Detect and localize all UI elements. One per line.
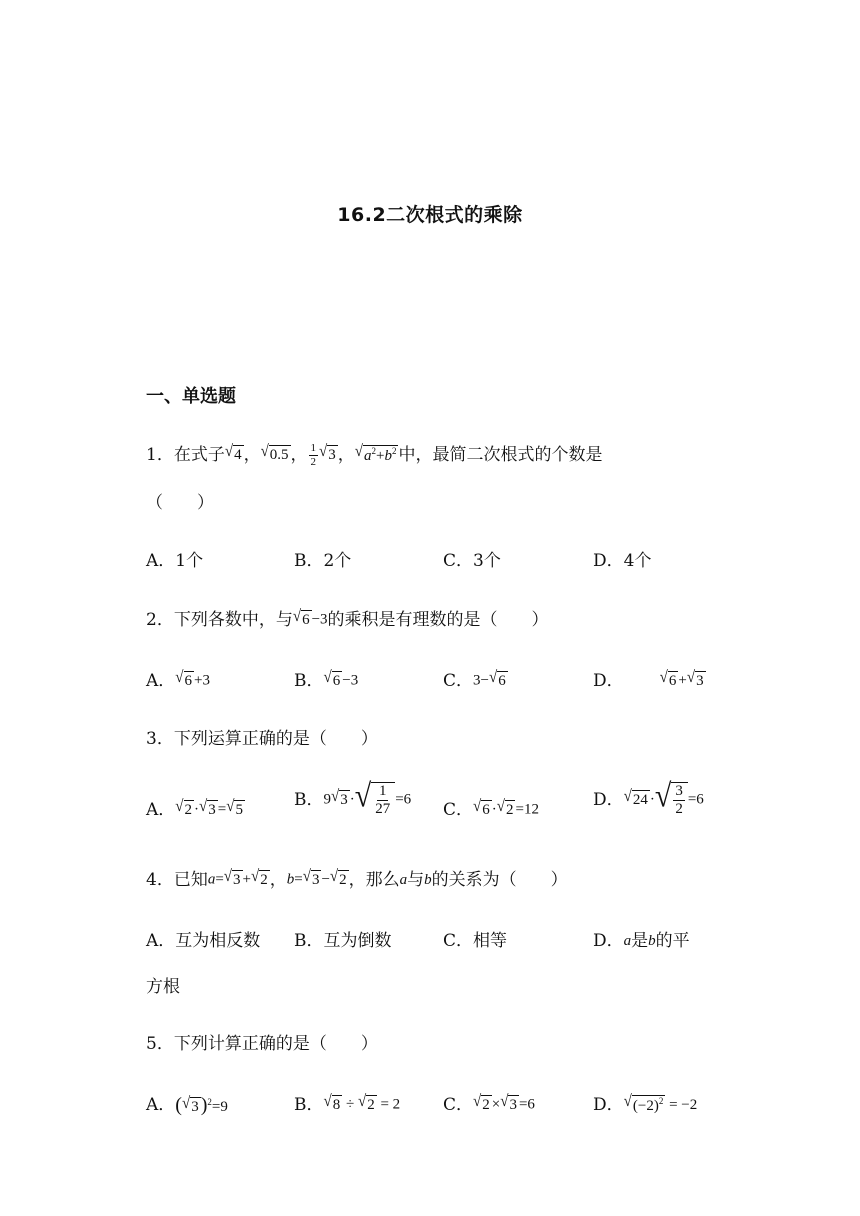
section-heading: 一、单选题 <box>146 386 236 407</box>
question-3-option-a: A． √ 2 · √ 3 = √ 5 <box>146 798 243 820</box>
question-4-stem: 4．已知a= √ 3 + √ 2 ，b= √ 3 − √ 2 ，那么a与b的关系为（ ） <box>146 868 568 890</box>
question-2-stem: 2．下列各数中，与 √ 6 −3的乘积是有理数的是（ ） <box>146 608 549 630</box>
question-4-option-d-wrap: 方根 <box>146 977 180 997</box>
q4-expr-b: b= √ 3 − √ 2 <box>287 870 349 891</box>
question-1-option-a: A．1个 <box>146 551 204 571</box>
q1-expr-3: $\frac{1}{2}$ √ 3 <box>310 442 336 468</box>
page-title: 16.2二次根式的乘除 <box>337 204 523 226</box>
question-1-paren: （ ） <box>146 493 214 513</box>
question-2-option-c: C．3− √ 6 <box>443 669 506 691</box>
q2-expr: √ 6 −3 <box>293 610 328 631</box>
q4-expr-a: a= √ 3 + √ 2 <box>208 870 270 891</box>
question-2-option-b: B． √ 6 −3 <box>294 669 359 691</box>
question-1-stem: 1．在式子 √ 4 ， √ 0.5 ， $\frac{1}{2}$ √ 3 ， √ $a^2+b^2$ 中，最简二次根式的个数是 <box>146 442 603 468</box>
question-4-option-d: D．a是b的平 <box>593 931 690 951</box>
question-4-option-a: A．互为相反数 <box>146 931 261 951</box>
question-5-stem: 5．下列计算正确的是（ ） <box>146 1034 378 1054</box>
question-3-stem: 3．下列运算正确的是（ ） <box>146 729 378 749</box>
question-2-option-d: D． √ 6 + √ 3 <box>593 669 704 691</box>
question-5-option-b: B． √ 8 ÷ √ 2 = 2 <box>294 1093 401 1115</box>
question-2-option-a: A． √ 6 +3 <box>146 669 210 691</box>
question-4-option-c: C．相等 <box>443 931 508 951</box>
question-5-option-a: A．( √ 3 )$^2$=9 <box>146 1093 228 1116</box>
q1-expr-1: √ 4 <box>225 445 244 466</box>
question-1-option-d: D．4个 <box>593 551 652 571</box>
question-3-option-c: C． √ 6 · √ 2 =12 <box>443 798 539 820</box>
question-5-option-c: C． √ 2 × √ 3 =6 <box>443 1093 535 1115</box>
question-3-option-b: B．9 √ 3 · √ $\frac{1}{27}$ =6 <box>294 777 412 818</box>
question-5-option-d: D． √ $(-2)^2$ = −2 <box>593 1092 698 1115</box>
question-3-option-d: D． √ 24 · √ $\frac{3}{2}$ =6 <box>593 777 704 818</box>
q1-expr-2: √ 0.5 <box>261 445 291 466</box>
question-1-option-b: B．2个 <box>294 551 352 571</box>
q1-expr-4: √ $a^2+b^2$ <box>355 445 399 467</box>
question-1-option-c: C．3个 <box>443 551 501 571</box>
question-4-option-b: B．互为倒数 <box>294 931 392 951</box>
